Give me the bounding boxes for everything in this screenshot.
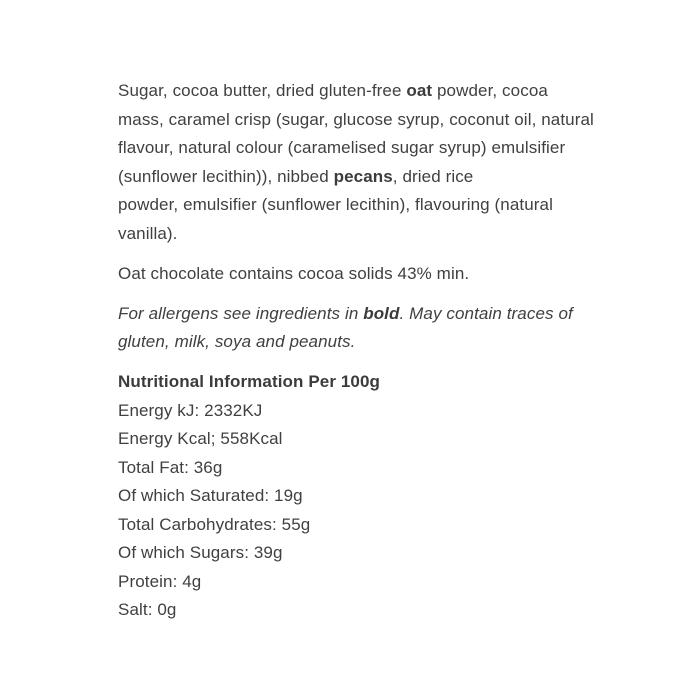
allergen-notice-text: For allergens see ingredients in bbox=[118, 303, 364, 323]
nutrition-row-total-fat: Total Fat: 36g bbox=[118, 457, 223, 477]
allergen-notice-text: . May contain traces of gluten, milk, soya and peanuts. bbox=[118, 303, 573, 351]
ingredients-paragraph bbox=[118, 77, 596, 248]
allergen-notice-bold-word: bold bbox=[363, 303, 400, 323]
nutrition-row-energy-kcal: Energy Kcal; 558Kcal bbox=[118, 429, 283, 448]
ingredients-text: powder, cocoa mass, caramel crisp (sugar, glucose syrup, coconut oil, natural flavour, natural colour (caramelised sugar syrup) emulsifier (sunflower lecithin)), nibbed bbox=[118, 81, 594, 186]
cocoa-solids-statement: Oat chocolate contains cocoa solids 43% min. bbox=[118, 263, 470, 283]
nutrition-row-salt: Salt: 0g bbox=[118, 600, 177, 619]
nutrition-row-energy-kj: Energy kJ: 2332KJ bbox=[118, 400, 263, 420]
ingredients-text: , dried rice bbox=[392, 166, 474, 186]
nutrition-heading: Nutritional Information Per 100g bbox=[118, 372, 381, 391]
nutritional-information bbox=[118, 368, 596, 625]
allergen-bold-oat: oat bbox=[406, 81, 433, 100]
nutrition-row-saturated: Of which Saturated: 19g bbox=[118, 486, 303, 505]
ingredients-text: Sugar, cocoa butter, dried gluten-free bbox=[118, 81, 407, 100]
allergen-notice bbox=[118, 300, 596, 357]
ingredients-text: powder, emulsifier (sunflower lecithin), flavouring (natural vanilla). bbox=[118, 195, 553, 243]
nutrition-row-protein: Protein: 4g bbox=[118, 571, 202, 591]
nutrition-row-sugars: Of which Sugars: 39g bbox=[118, 543, 283, 562]
nutrition-row-carbohydrates: Total Carbohydrates: 55g bbox=[118, 514, 311, 534]
allergen-bold-pecans: pecans bbox=[333, 166, 393, 186]
product-description bbox=[118, 77, 596, 625]
